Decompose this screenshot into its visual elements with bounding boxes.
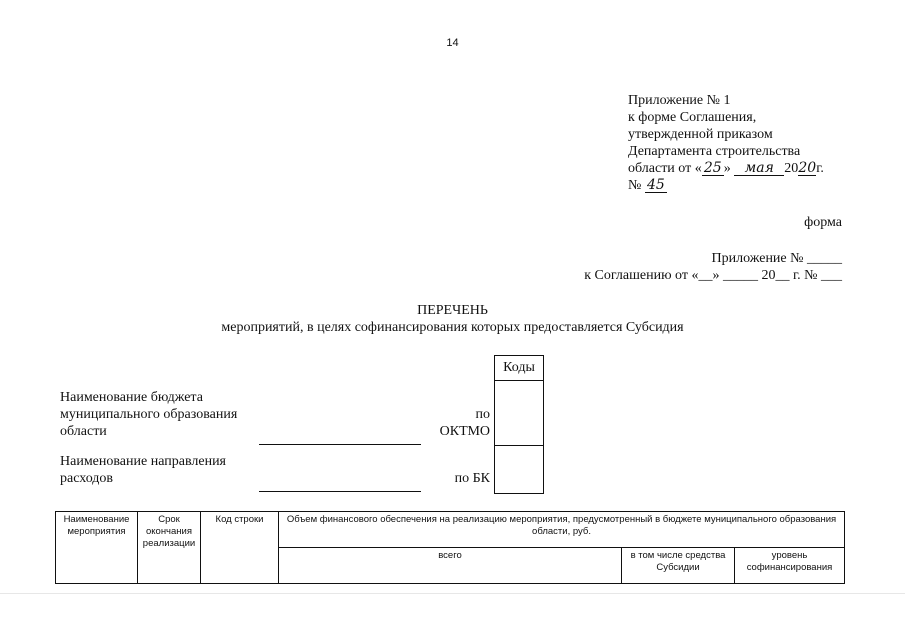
date-prefix: области от « — [628, 161, 702, 176]
col-deadline-header: Срок окончания реализации — [138, 512, 201, 584]
appendix-date-line — [628, 160, 824, 177]
appendix-line-4: Департамента строительства — [628, 144, 801, 159]
codes-divider-2 — [494, 445, 544, 446]
attachment-line-1: Приложение № _____ — [711, 251, 842, 266]
budget-name-label — [60, 389, 237, 440]
budget-name-line-1: Наименование бюджета — [60, 390, 203, 405]
appendix-header — [628, 92, 824, 194]
codes-divider-1 — [494, 380, 544, 381]
events-table — [55, 511, 845, 584]
appendix-line-2: к форме Соглашения, — [628, 110, 757, 125]
appendix-number-line — [628, 177, 824, 194]
direction-line-1: Наименование направления — [60, 454, 226, 469]
handwritten-year: 20 — [798, 160, 817, 176]
budget-name-line-3: области — [60, 424, 107, 439]
date-quote: » — [723, 161, 731, 176]
oktmo-label — [420, 406, 490, 440]
col-volume-header: Объем финансового обеспечения на реализацию мероприятия, предусмотренный в бюджете муниципального образования области, руб. — [279, 512, 845, 548]
oktmo-line-2: ОКТМО — [439, 424, 490, 439]
oktmo-line-1: по — [475, 407, 490, 422]
number-prefix: № — [628, 178, 642, 193]
direction-name-blank — [259, 491, 421, 492]
attachment-block — [584, 250, 842, 284]
page-number: 14 — [446, 37, 459, 49]
sub-level-header: уровень софинансирования — [735, 548, 845, 584]
budget-name-blank — [259, 444, 421, 445]
codes-header: Коды — [503, 360, 535, 375]
form-label: форма — [804, 215, 842, 230]
document-subtitle: мероприятий, в целях софинансирования которых предоставляется Субсидия — [221, 320, 684, 335]
handwritten-day: 25 — [702, 161, 724, 176]
year-prefix: 20 — [784, 161, 799, 176]
document-title: ПЕРЕЧЕНЬ — [417, 303, 488, 318]
direction-line-2: расходов — [60, 471, 114, 486]
scan-edge-artifact — [0, 593, 905, 594]
handwritten-month: мая — [734, 161, 784, 176]
col-event-header: Наименование мероприятия — [56, 512, 138, 584]
sub-subsidy-header: в том числе средства Субсидии — [622, 548, 735, 584]
budget-name-line-2: муниципального образования — [60, 407, 238, 422]
col-code-header: Код строки — [201, 512, 279, 584]
appendix-line-3: утвержденной приказом — [628, 127, 773, 142]
handwritten-number: 45 — [645, 178, 667, 193]
table-header-row — [56, 512, 845, 548]
appendix-line-1: Приложение № 1 — [628, 93, 731, 108]
year-suffix: г. — [816, 161, 824, 176]
sub-total-header: всего — [279, 548, 622, 584]
attachment-line-2: к Соглашению от «__» _____ 20__ г. № ___ — [584, 268, 842, 283]
bk-label: по БК — [454, 471, 490, 486]
direction-name-label — [60, 453, 226, 487]
